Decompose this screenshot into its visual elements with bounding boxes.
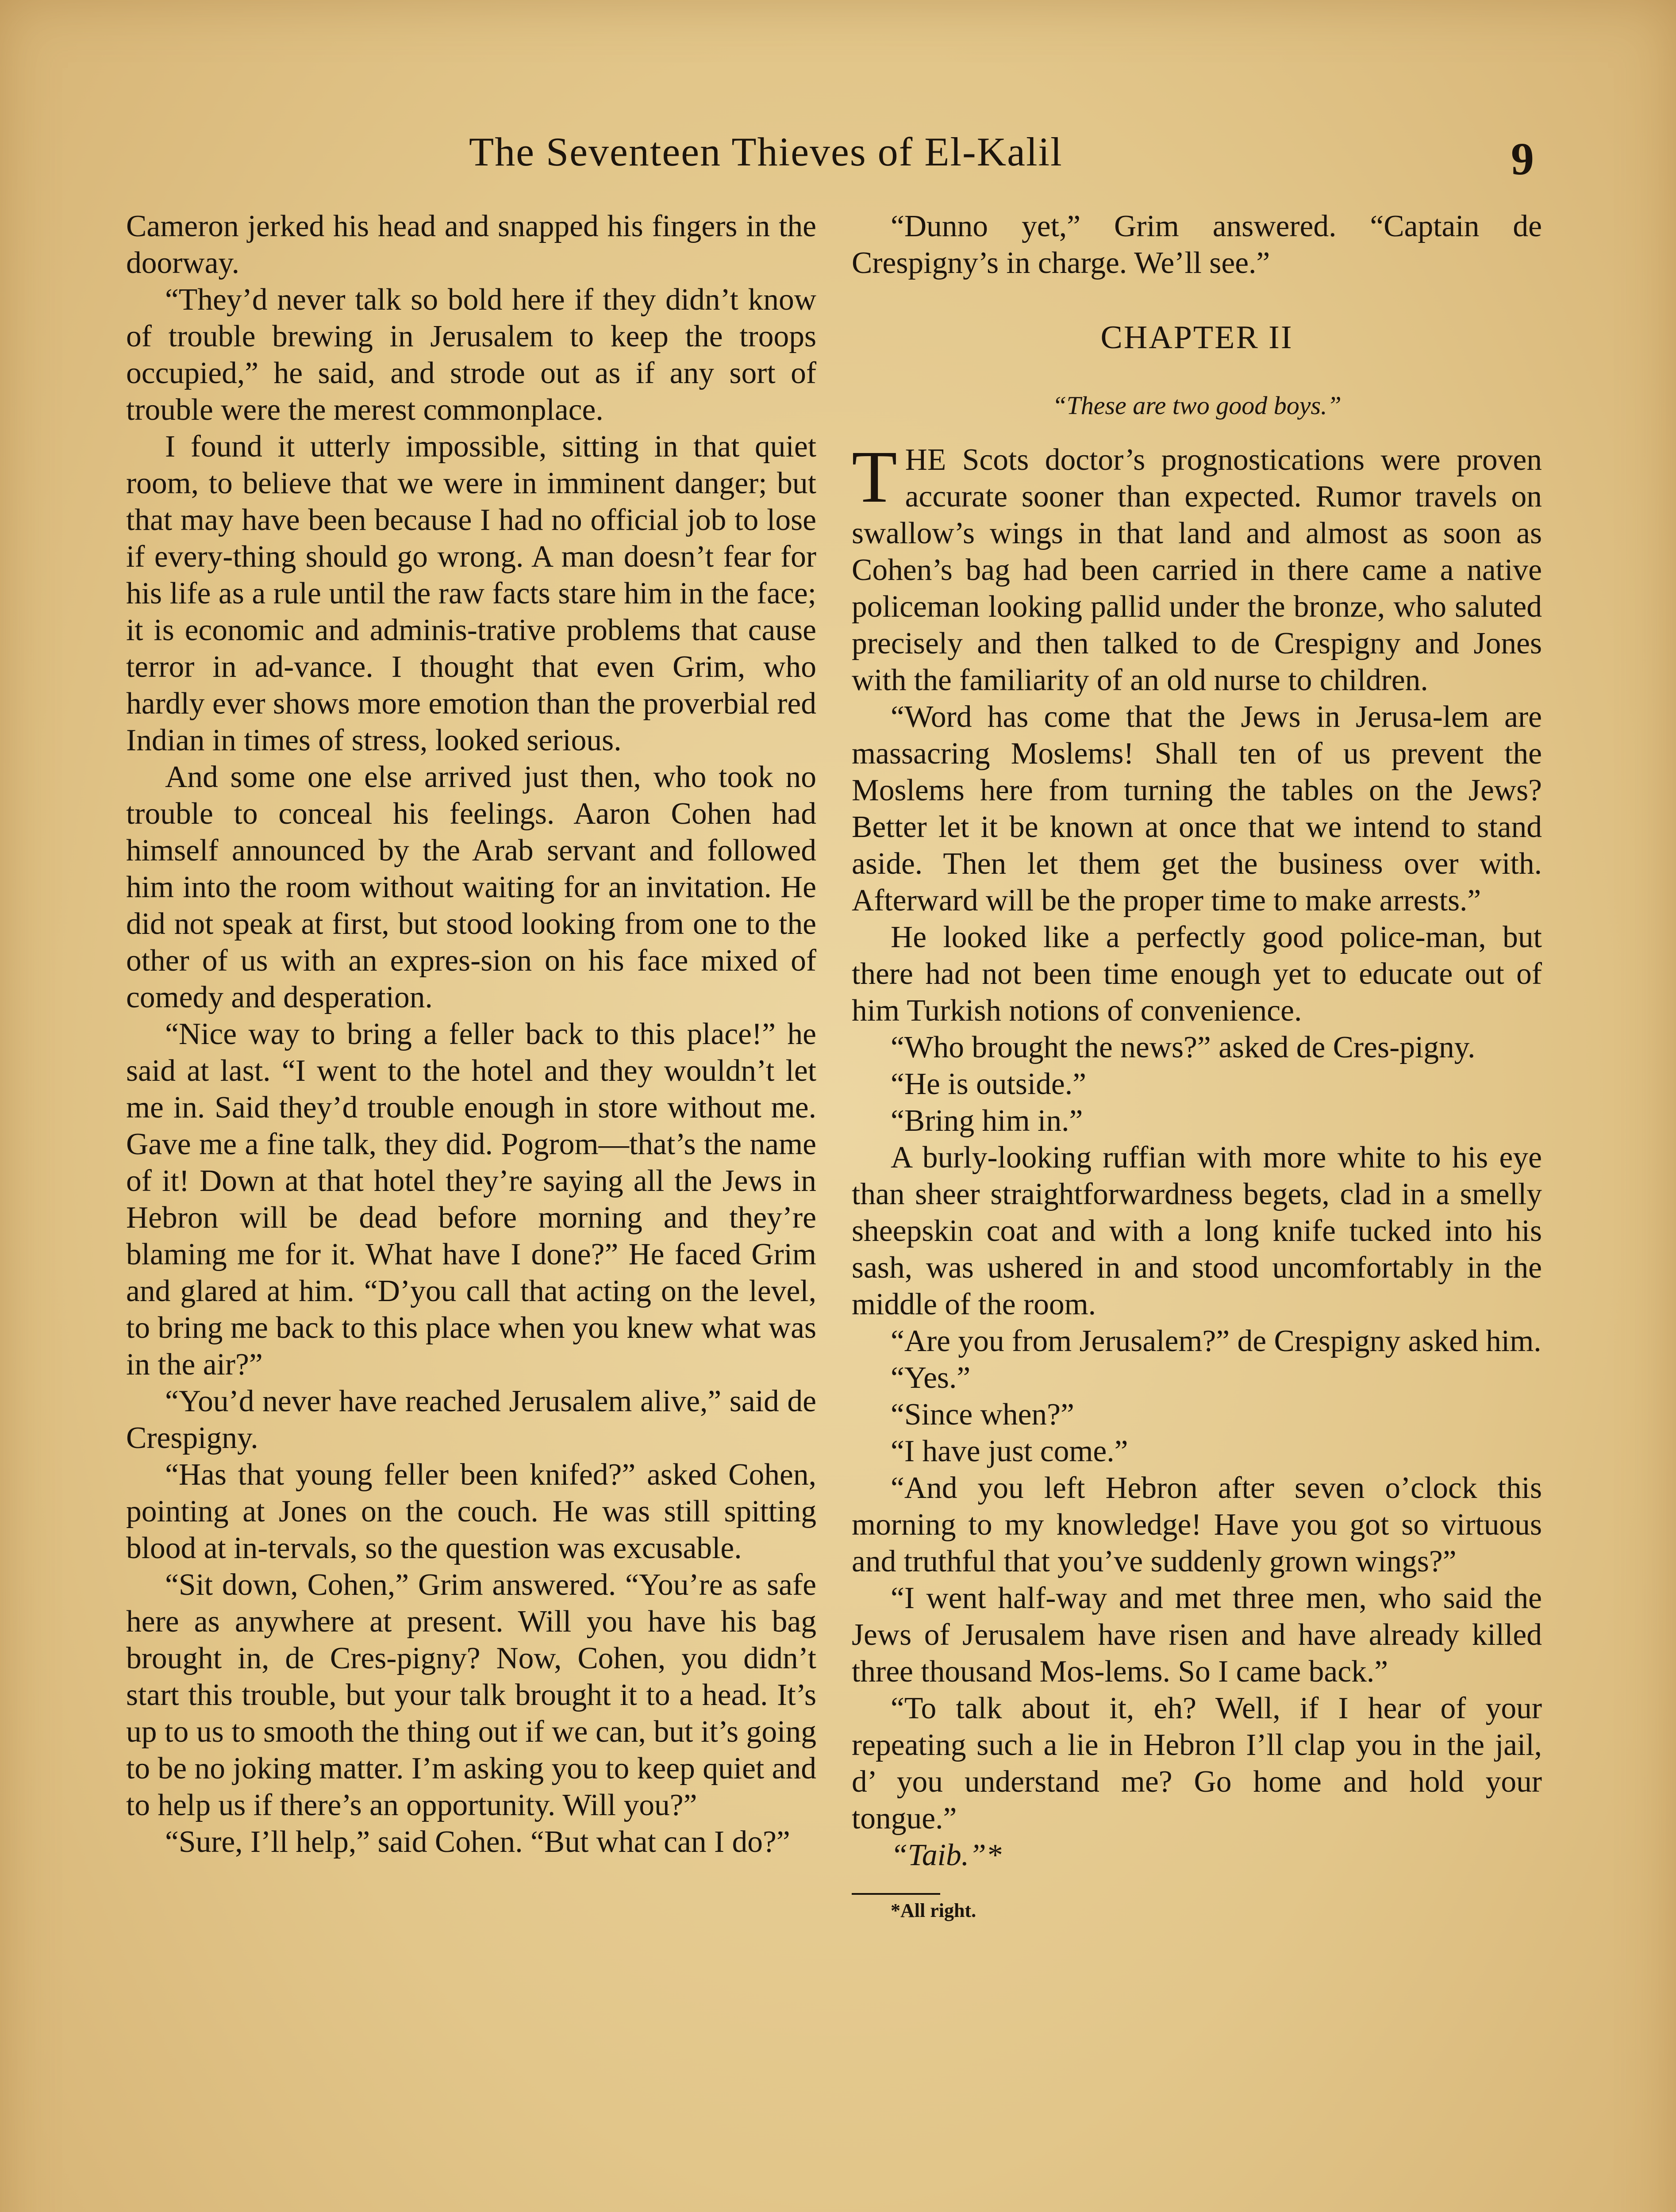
- paragraph: “Nice way to bring a feller back to this place!” he said at last. “I went to the hotel and they wouldn’t let me in. Said they’d trouble enough in store without me. Gave me a fine talk, they did. Pogrom—that’s the name of it! Down at that hotel they’re saying all the Jews in Hebron will be dead before morning and they’re blaming me for it. What have I done?” He faced Grim and glared at him. “D’you call that acting on the level, to bring me back to this place when you knew what was in the air?”: [126, 1017, 816, 1382]
- first-paragraph-text: HE Scots doctor’s prognostications were proven accurate sooner than expected. Rumor travels on swallow’s wings in that land and almost as soon as Cohen’s bag had been carried in there came a native policeman looking pallid under the bronze, who saluted precisely and then talked to de Crespigny and Jones with the familiarity of an old nurse to children.: [852, 443, 1542, 697]
- footnote: *All right.: [891, 1900, 976, 1921]
- paragraph: “I have just come.”: [891, 1434, 1128, 1468]
- paragraph: I found it utterly impossible, sitting in that quiet room, to believe that we were in imminent danger; but that may have been because I had no official job to lose if every-thing should go wrong. A man doesn’t fear for his life as a rule until the raw facts stare him in the face; it is economic and adminis-trative problems that cause terror in ad-vance. I thought that even Grim, who hardly ever shows more emotion than the proverbial red Indian in times of stress, looked serious.: [126, 430, 816, 757]
- drop-cap: T: [852, 436, 897, 518]
- paragraph: Cameron jerked his head and snapped his fingers in the doorway.: [126, 209, 816, 280]
- paragraph: “Are you from Jerusalem?” de Crespigny asked him.: [891, 1324, 1541, 1358]
- paragraph: “Dunno yet,” Grim answered. “Captain de Crespigny’s in charge. We’ll see.”: [852, 209, 1542, 280]
- paragraph: “Bring him in.”: [891, 1104, 1083, 1138]
- chapter-heading: CHAPTER II: [1100, 319, 1293, 356]
- paragraph: “Yes.”: [891, 1361, 971, 1395]
- paragraph: “They’d never talk so bold here if they didn’t know of trouble brewing in Jerusalem to keep the troops occupied,” he said, and strode out as if any sort of trouble were the merest commonplace.: [126, 283, 816, 427]
- paragraph: “To talk about it, eh? Well, if I hear of your repeating such a lie in Hebron I’ll clap you in the jail, d’ you understand me? Go home and hold your tongue.”: [852, 1691, 1542, 1836]
- paragraph: “Sure, I’ll help,” said Cohen. “But what can I do?”: [165, 1825, 790, 1859]
- paragraph: “Word has come that the Jews in Jerusa-lem are massacring Moslems! Shall ten of us prevent the Moslems here from turning the tables on the Jews? Better let it be known at once that we intend to stand aside. Then let them get the business over with. Afterward will be the proper time to make arrests.”: [852, 700, 1542, 918]
- page-number: 9: [1511, 134, 1534, 184]
- paragraph: “Who brought the news?” asked de Cres-pigny.: [891, 1030, 1476, 1064]
- right-column: [852, 208, 1542, 1923]
- paragraph: “Since when?”: [891, 1398, 1074, 1432]
- paragraph: “You’d never have reached Jerusalem alive,” said de Crespigny.: [126, 1384, 816, 1455]
- paragraph: “And you left Hebron after seven o’clock this morning to my knowledge! Have you got so virtuous and truthful that you’ve suddenly grown wings?”: [852, 1471, 1542, 1578]
- paragraph: A burly-looking ruffian with more white to his eye than sheer straightforwardness begets, clad in a smelly sheepskin coat and with a long knife tucked into his sash, was ushered in and stood uncomfortably in the middle of the room.: [852, 1141, 1542, 1321]
- paragraph: “Taib.”*: [891, 1838, 1002, 1872]
- left-column: [126, 208, 816, 1860]
- paragraph: “He is outside.”: [891, 1067, 1086, 1101]
- paragraph: “Has that young feller been knifed?” asked Cohen, pointing at Jones on the couch. He was still spitting blood at in-tervals, so the question was excusable.: [126, 1458, 816, 1565]
- chapter-epigraph: “These are two good boys.”: [1052, 391, 1342, 420]
- footnote-rule: [852, 1893, 940, 1895]
- paragraph: And some one else arrived just then, who took no trouble to conceal his feelings. Aaron Cohen had himself announced by the Arab servant and followed him into the room without waiting for an invitation. He did not speak at first, but stood looking from one to the other of us with an expres-sion on his face mixed of comedy and desperation.: [126, 760, 816, 1014]
- paragraph: He looked like a perfectly good police-man, but there had not been time enough yet to educate out of him Turkish notions of convenience.: [852, 920, 1542, 1028]
- paragraph: “Sit down, Cohen,” Grim answered. “You’re as safe here as anywhere at present. Will you have his bag brought in, de Cres-pigny? Now, Cohen, you didn’t start this trouble, but your talk brought it to a head. It’s up to us to smooth the thing out if we can, but it’s going to be no joking matter. I’m asking you to keep quiet and to help us if there’s an opportunity. Will you?”: [126, 1568, 816, 1822]
- paragraph: “I went half-way and met three men, who said the Jews of Jerusalem have risen and have already killed three thousand Mos-lems. So I came back.”: [852, 1581, 1542, 1689]
- chapter-first-paragraph: [852, 436, 1542, 699]
- running-title: The Seventeen Thieves of El-Kalil: [469, 129, 1063, 174]
